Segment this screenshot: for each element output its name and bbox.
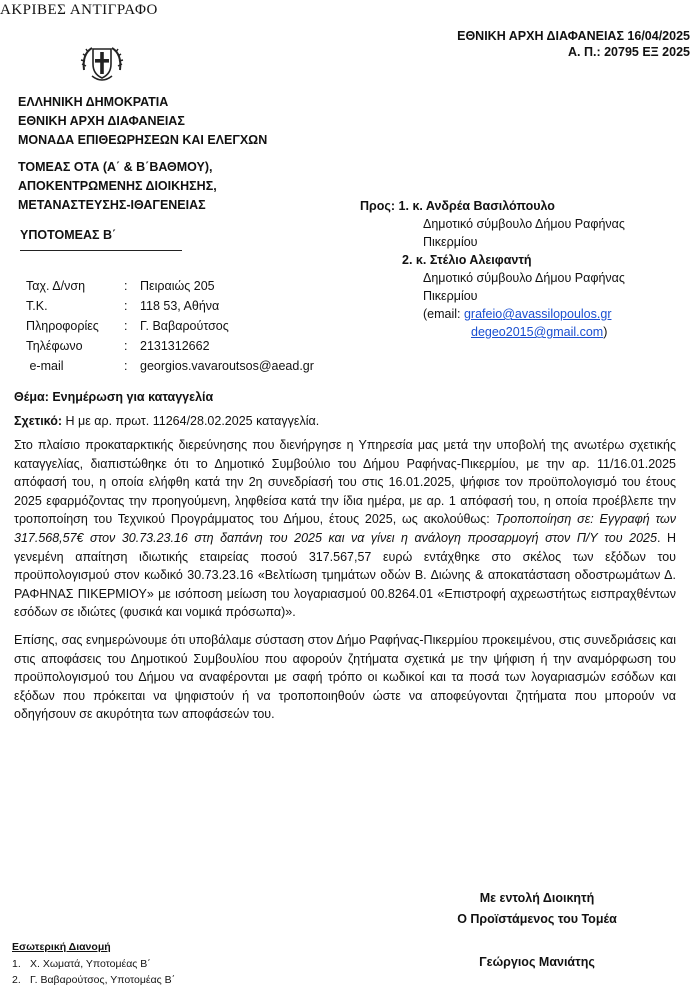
contact-label: e-mail <box>26 359 64 373</box>
contact-row <box>26 356 314 376</box>
signature-line: Με εντολή Διοικητή <box>479 891 595 905</box>
list-number: 1. <box>12 958 21 970</box>
contact-value: 118 53, Αθήνα <box>140 299 220 313</box>
protocol-line-1: ΕΘΝΙΚΗ ΑΡΧΗ ΔΙΑΦΑΝΕΙΑΣ 16/04/2025 <box>457 29 690 43</box>
certified-copy-stamp: ΑΚΡΙΒΕΣ ΑΝΤΙΓΡΑΦΟ <box>0 2 158 18</box>
recipients-block <box>360 197 625 341</box>
recipient-number: 1 <box>398 199 406 213</box>
recipient-role: Δημοτικό σύμβουλο Δήμου Ραφήνας <box>423 217 625 231</box>
contact-colon: : <box>124 279 128 293</box>
sub-sector: ΥΠΟΤΟΜΕΑΣ Β΄ <box>20 228 117 242</box>
recipient-role: Πικερμίου <box>423 289 478 303</box>
contact-value: 2131312662 <box>140 339 210 353</box>
list-item <box>12 956 175 972</box>
authority-line: ΜΟΝΑΔΑ ΕΠΙΘΕΩΡΗΣΕΩΝ ΚΑΙ ΕΛΕΓΧΩΝ <box>18 133 268 147</box>
recipient-number: 2 <box>402 253 409 267</box>
signatory-name: Γεώργιος Μανιάτης <box>479 955 595 969</box>
email-prefix: (email: <box>423 307 464 321</box>
email-suffix: ) <box>603 325 608 339</box>
contact-row <box>26 336 314 356</box>
authority-line: ΑΠΟΚΕΝΤΡΩΜΕΝΗΣ ΔΙΟΙΚΗΣΗΣ, <box>18 179 217 193</box>
recipient-role: Δημοτικό σύμβουλο Δήμου Ραφήνας <box>423 271 625 285</box>
signature-block <box>420 888 654 930</box>
contact-value: georgios.vavaroutsos@aead.gr <box>140 359 314 373</box>
divider <box>20 250 182 251</box>
list-number: 2. <box>12 974 21 986</box>
contact-colon: : <box>124 339 128 353</box>
related-label: Σχετικό: <box>14 414 63 428</box>
authority-line: ΕΘΝΙΚΗ ΑΡΧΗ ΔΙΑΦΑΝΕΙΑΣ <box>18 114 185 128</box>
letter-body <box>14 436 676 733</box>
contact-row <box>26 276 314 296</box>
paragraph-2: Επίσης, σας ενημερώνουμε ότι υποβάλαμε σύσταση στον Δήμο Ραφήνας-Πικερμίου προκειμένου, στις συνεδριάσεις και στις αποφάσεις του Δημοτικού Συμβουλίου που αφορούν ζητήματα σχετικά με την ψήφιση ή την αναμόρφωση του προϋπολογισμού του Δήμου να αναφέρονται με σαφή τρόπο οι κωδικοί και τα ποσά των λογαριασμών εσόδων και εξόδων που πρόκειται να ψηφιστούν ή να τροποποιηθούν ώστε να αποφεύγονται ζητήματα που μπορούν να οδηγήσουν σε ακυρότητα των αποφάσεών του. <box>14 632 676 722</box>
recipient-role: Πικερμίου <box>423 235 478 249</box>
signature-line: Ο Προϊστάμενος του Τομέα <box>457 912 617 926</box>
contact-label: Τηλέφωνο <box>26 339 83 353</box>
protocol-line-2: Α. Π.: 20795 ΕΞ 2025 <box>567 45 690 59</box>
related-line <box>14 414 319 428</box>
contact-label: Τ.Κ. <box>26 299 48 313</box>
contact-row <box>26 296 314 316</box>
distribution-list <box>12 956 175 988</box>
contact-colon: : <box>124 319 128 333</box>
to-label: Προς: <box>360 199 396 213</box>
contact-value: Γ. Βαβαρούτσος <box>140 319 229 333</box>
email-link-2[interactable]: degeo2015@gmail.com <box>471 325 604 339</box>
contact-label: Ταχ. Δ/νση <box>26 279 86 293</box>
paragraph-text: Στο πλαίσιο προκαταρκτικής διερεύνησης που διενήργησε η Υπηρεσία μας μετά την υποβολή της ανωτέρω σχετικής καταγγελίας, διαπιστώθηκε ότι το Δημοτικό Συμβούλιο του Δήμου Ραφήνας-Πικερμίου, με την αρ. 11/16.01.2025 απόφασή του, η οποία ελήφθη κατά την 2η συνεδρίασή του στις 16.01.2025, ψήφισε τον προϋπολογισμό του έτους 2025 εφαρμόζοντας την προηγούμενη, ληφθείσα κατά την ίδια ημέρα, με αρ. 1 απόφασή του, η οποία προέβλεπε την τροποποίηση του Τεχνικού Προγράμματος του Δήμου, έτους 2025, ως ακολούθως: <box>14 438 676 527</box>
subject-line: Θέμα: Ενημέρωση για καταγγελία <box>14 390 214 404</box>
protocol-number <box>457 28 690 60</box>
list-text: Χ. Χωματά, Υποτομέας Β΄ <box>30 958 151 970</box>
paragraph-text: . Η γενεμένη απαίτηση ιδιωτικής εταιρείας ποσού 317.567,57 ευρώ εντάχθηκε στο σκέλος των εξόδων του προϋπολογισμού στον κωδικό 30.73.23.16 «Βελτίωση τμημάτων οδών Β. Διώνης & αποκατάσταση οδοστρωμάτων Δ. ΡΑΦΗΝΑΣ ΠΙΚΕΡΜΙΟΥ» με ισόποση μείωση του λογαριασμού 00.8264.01 «Επιστροφή αχρεωστήτως εισπραχθέντων εσόδων σε ιδιώτες (φυσικά και νομικά πρόσωπα)». <box>14 530 676 620</box>
distribution-title: Εσωτερική Διανομή <box>12 941 111 953</box>
contact-row <box>26 316 314 336</box>
authority-line: ΤΟΜΕΑΣ ΟΤΑ (Α΄ & Β΄ΒΑΘΜΟΥ), <box>18 160 213 174</box>
paragraph-italic: Τροποποίηση σε: Εγγραφή των 317.568,57€ στον 30.73.23.16 στη δαπάνη του 2025 και να γίνει η ανάλογη προσαρμογή στον Π/Υ του 2025 <box>14 512 676 545</box>
contact-colon: : <box>124 299 128 313</box>
greek-coat-of-arms-icon <box>80 40 124 84</box>
paragraph-1 <box>14 436 676 622</box>
contact-label: Πληροφορίες <box>26 319 99 333</box>
recipient-name: . κ. Ανδρέα Βασιλόπουλο <box>405 199 555 213</box>
contact-details <box>26 276 314 376</box>
authority-line: ΜΕΤΑΝΑΣΤΕΥΣΗΣ-ΙΘΑΓΕΝΕΙΑΣ <box>18 198 206 212</box>
contact-value: Πειραιώς 205 <box>140 279 215 293</box>
email-link-1[interactable]: grafeio@avassilopoulos.gr <box>463 307 612 321</box>
authority-line: ΕΛΛΗΝΙΚΗ ΔΗΜΟΚΡΑΤΙΑ <box>18 95 169 109</box>
contact-colon: : <box>124 359 128 373</box>
related-text: Η με αρ. πρωτ. 11264/28.02.2025 καταγγελία. <box>62 414 320 428</box>
issuing-authority <box>18 93 267 215</box>
list-item <box>12 972 175 988</box>
list-text: Γ. Βαβαρούτσος, Υποτομέας Β΄ <box>30 974 176 986</box>
recipient-name: . κ. Στέλιο Αλειφαντή <box>408 253 532 267</box>
